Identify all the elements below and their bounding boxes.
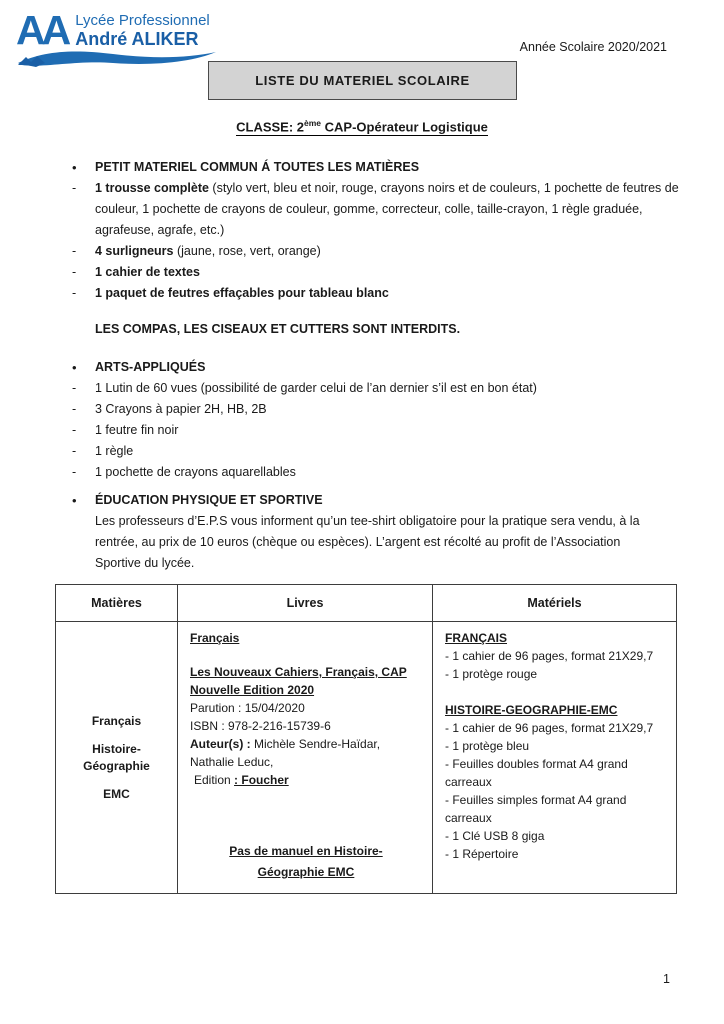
dash-marker: -: [72, 381, 77, 395]
dash-marker: -: [72, 286, 77, 300]
logo-school-type: Lycée Professionnel: [75, 12, 210, 29]
livres-book-title: Les Nouveaux Cahiers, Français, CAP Nouvelle Edition 2020: [190, 665, 407, 697]
section-eps: [72, 490, 686, 574]
table-header-livres: Livres: [178, 585, 433, 622]
dash-marker: -: [72, 402, 77, 416]
table-row: [56, 622, 677, 894]
page-title: LISTE DU MATERIEL SCOLAIRE: [255, 73, 470, 88]
materiel-item: - 1 Clé USB 8 giga: [445, 829, 545, 843]
table-header-materiels: Matériels: [433, 585, 677, 622]
title-box: [208, 61, 517, 100]
materiels-francais-heading: FRANÇAIS: [445, 631, 507, 645]
dash-marker: -: [72, 444, 77, 458]
livres-parution: Parution : 15/04/2020: [190, 701, 305, 715]
bullet-marker: •: [72, 493, 77, 508]
materiel-item: - 1 Répertoire: [445, 847, 519, 861]
materiel-item: - 1 protège rouge: [445, 667, 538, 681]
materiel-item: - Feuilles doubles format A4 grand carreaux: [445, 757, 628, 789]
list-item: - 1 Lutin de 60 vues (possibilité de garder celui de l’an dernier s’il est en bon état): [72, 378, 686, 399]
school-logo: [16, 8, 226, 72]
supplies-table: [55, 584, 677, 894]
dash-marker: -: [72, 244, 77, 258]
livres-note: Pas de manuel en Histoire-Géographie EMC: [229, 844, 383, 879]
livres-isbn: ISBN : 978-2-216-15739-6: [190, 719, 331, 733]
eps-paragraph: Les professeurs d’E.P.S vous informent qu’un tee-shirt obligatoire pour la pratique sera vendu, à la rentrée, au prix de 10 euros (chèque ou espèces). L’argent est récolté au profit de l’Association Sportive du lycée.: [95, 514, 640, 570]
list-item: - 4 surligneurs (jaune, rose, vert, orange): [72, 241, 686, 262]
classe-line: CLASSE: 2ème CAP-Opérateur Logistique: [236, 118, 488, 135]
dash-marker: -: [72, 423, 77, 437]
cell-matieres: Français Histoire-Géographie EMC: [56, 622, 178, 894]
logo-initials: AA: [16, 7, 68, 53]
list-item: - 1 pochette de crayons aquarellables: [72, 462, 686, 483]
table-header-matieres: Matières: [56, 585, 178, 622]
list-item: - 3 Crayons à papier 2H, HB, 2B: [72, 399, 686, 420]
bullet-marker: •: [72, 360, 77, 375]
page-number: 1: [663, 972, 670, 986]
livres-edition: Edition : Foucher: [194, 773, 289, 787]
cell-materiels: [433, 622, 677, 894]
bullet-marker: •: [72, 160, 77, 175]
section-heading: ÉDUCATION PHYSIQUE ET SPORTIVE: [95, 493, 323, 507]
list-item: - 1 trousse complète (stylo vert, bleu et noir, rouge, crayons noirs et de couleurs, 1 pochette de feutres de couleur, 1 pochette de crayons de couleur, gomme, correcteur, colle, taille-crayon, 1 règle graduée, agrafeuse, agrafe, etc.): [72, 178, 686, 241]
materiel-item: - 1 protège bleu: [445, 739, 530, 753]
dash-marker: -: [72, 265, 77, 279]
cell-livres: [178, 622, 433, 894]
list-item: - 1 cahier de textes: [72, 262, 686, 283]
list-item: - 1 feutre fin noir: [72, 420, 686, 441]
logo-school-name: André ALIKER: [75, 29, 199, 49]
table-header-row: [56, 585, 677, 622]
section-heading: ARTS-APPLIQUÉS: [95, 360, 206, 374]
list-item: - 1 règle: [72, 441, 686, 462]
materiel-item: - Feuilles simples format A4 grand carreaux: [445, 793, 627, 825]
livres-auteurs: Auteur(s) : Michèle Sendre-Haïdar, Nathalie Leduc,: [190, 737, 381, 769]
dash-marker: -: [72, 465, 77, 479]
list-item: - 1 paquet de feutres effaçables pour tableau blanc: [72, 283, 686, 304]
school-year: Année Scolaire 2020/2021: [519, 40, 667, 54]
materiel-item: - 1 cahier de 96 pages, format 21X29,7: [445, 649, 654, 663]
warning-text: LES COMPAS, LES CISEAUX ET CUTTERS SONT INTERDITS.: [95, 322, 461, 336]
section-common-supplies: [72, 157, 686, 304]
section-heading: PETIT MATERIEL COMMUN Á TOUTES LES MATIÈRES: [95, 160, 420, 174]
materiels-hg-heading: HISTOIRE-GEOGRAPHIE-EMC: [445, 703, 618, 717]
materiel-item: - 1 cahier de 96 pages, format 21X29,7: [445, 721, 654, 735]
section-arts-appliques: [72, 357, 686, 483]
livres-subject: Français: [190, 631, 240, 645]
dash-marker: -: [72, 181, 77, 195]
